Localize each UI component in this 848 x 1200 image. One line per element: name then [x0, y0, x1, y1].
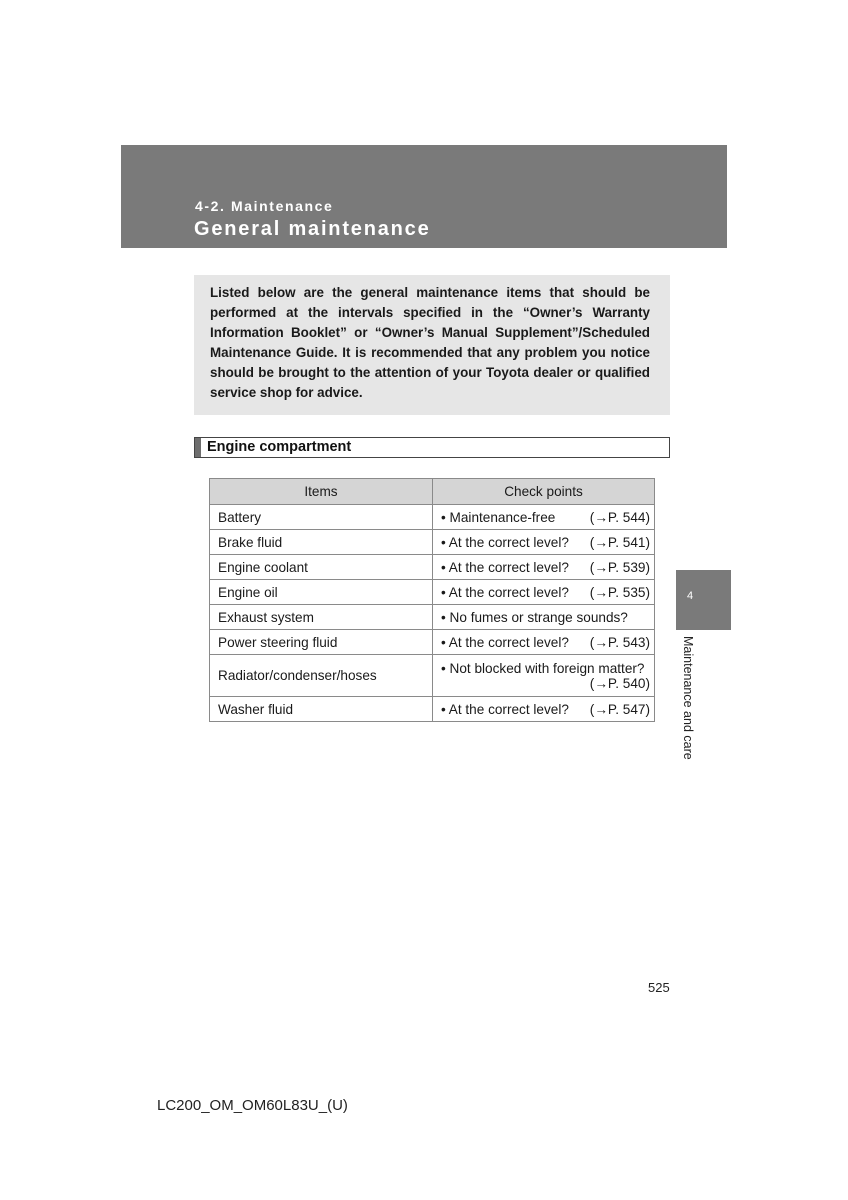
item-cell: Battery	[210, 505, 433, 530]
check-cell	[433, 530, 655, 555]
column-header-items: Items	[210, 479, 433, 505]
page-reference: (→P. 543)	[589, 634, 650, 650]
table-row	[210, 580, 655, 605]
table-header-row	[210, 479, 655, 505]
section-label: 4-2. Maintenance	[195, 198, 334, 214]
item-cell: Power steering fluid	[210, 630, 433, 655]
check-text: • At the correct level?	[441, 634, 569, 650]
document-code: LC200_OM_OM60L83U_(U)	[157, 1097, 348, 1114]
check-cell	[433, 655, 655, 697]
page-reference: (→P. 544)	[589, 509, 650, 525]
check-text: • At the correct level?	[441, 584, 569, 600]
check-text: • Maintenance-free	[441, 509, 556, 525]
item-cell: Engine coolant	[210, 555, 433, 580]
check-text: • Not blocked with foreign matter?	[441, 660, 645, 676]
item-cell: Exhaust system	[210, 605, 433, 630]
check-cell	[433, 697, 655, 722]
table-row	[210, 605, 655, 630]
item-cell: Washer fluid	[210, 697, 433, 722]
page-reference: (→P. 541)	[589, 534, 650, 550]
subsection-heading	[194, 437, 670, 458]
check-cell	[433, 555, 655, 580]
intro-box	[194, 275, 670, 415]
page-reference: (→P. 535)	[589, 584, 650, 600]
table-row	[210, 505, 655, 530]
subsection-title: Engine compartment	[207, 439, 352, 455]
check-text: • No fumes or strange sounds?	[441, 609, 628, 625]
check-text: • At the correct level?	[441, 559, 569, 575]
page-reference: (→P. 540)	[589, 675, 650, 691]
intro-text: Listed below are the general maintenance items that should be performed at the intervals specified in the “Owner’s Warranty Information Booklet” or “Owner’s Manual Supplement”/Scheduled Maintenance Guide. It is recommended that any problem you notice should be brought to the attention of your Toyota dealer or qualified service shop for advice.	[210, 285, 650, 400]
check-text: • At the correct level?	[441, 534, 569, 550]
subsection-marker	[195, 438, 201, 457]
page-title: General maintenance	[194, 218, 431, 240]
item-cell: Radiator/condenser/hoses	[210, 655, 433, 697]
check-cell	[433, 630, 655, 655]
table-row	[210, 655, 655, 697]
check-cell	[433, 605, 655, 630]
item-cell: Engine oil	[210, 580, 433, 605]
check-cell	[433, 505, 655, 530]
page-number: 525	[648, 980, 670, 995]
chapter-number: 4	[687, 590, 694, 602]
page-reference: (→P. 539)	[589, 559, 650, 575]
table-row	[210, 697, 655, 722]
column-header-check-points: Check points	[433, 479, 655, 505]
item-cell: Brake fluid	[210, 530, 433, 555]
table-row	[210, 555, 655, 580]
chapter-tab-label: Maintenance and care	[681, 636, 695, 760]
table-row	[210, 530, 655, 555]
chapter-header	[121, 145, 727, 248]
table-row	[210, 630, 655, 655]
check-text: • At the correct level?	[441, 701, 569, 717]
chapter-tab	[676, 570, 731, 630]
page-reference: (→P. 547)	[589, 701, 650, 717]
maintenance-table	[209, 478, 655, 722]
check-cell	[433, 580, 655, 605]
